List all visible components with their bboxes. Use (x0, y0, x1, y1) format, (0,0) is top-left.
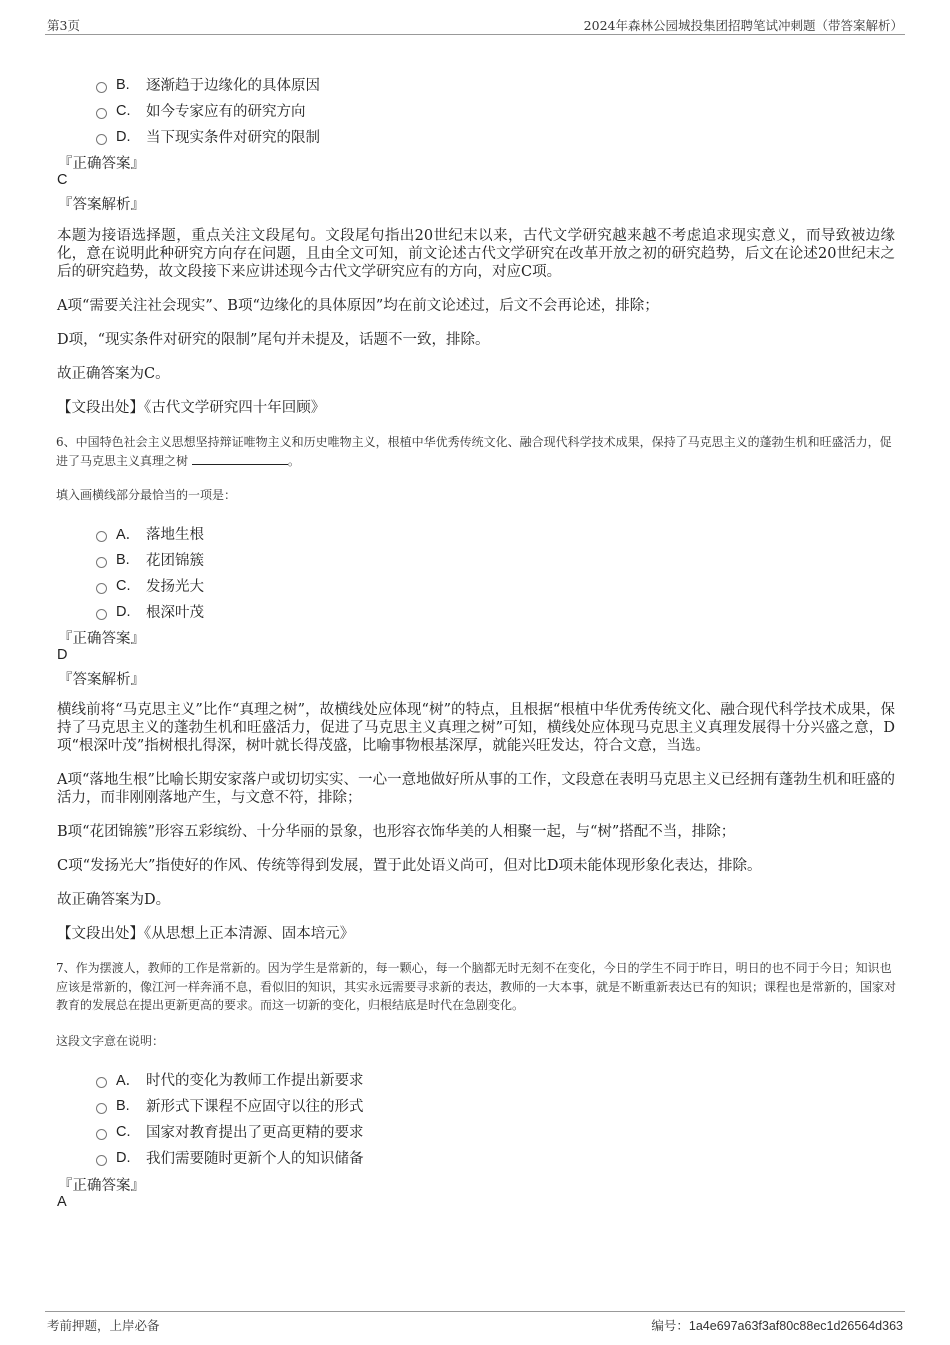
radio-icon[interactable] (96, 1155, 107, 1166)
q6-option-d[interactable]: D. 根深叶茂 (96, 601, 204, 622)
q7-answer: A (57, 1194, 67, 1210)
q6-option-c[interactable]: C. 发扬光大 (96, 575, 204, 596)
radio-icon[interactable] (96, 134, 107, 145)
q6-source: 【文段出处】《从思想上正本清源、固本培元》 (57, 926, 355, 942)
page-header (45, 16, 905, 35)
footer-slogan: 考前押题，上岸必备 (47, 1318, 160, 1333)
q7-option-a[interactable]: A． 时代的变化为教师工作提出新要求 (96, 1069, 364, 1090)
q7-option-d[interactable]: D. 我们需要随时更新个人的知识储备 (96, 1147, 364, 1168)
q6-prompt: 填入画横线部分最恰当的一项是： (56, 488, 237, 502)
q7-prompt: 这段文字意在说明： (56, 1034, 165, 1048)
radio-icon[interactable] (96, 108, 107, 119)
q6-stem: 6、中国特色社会主义思想坚持辩证唯物主义和历史唯物主义，根植中华优秀传统文化、融合现代科学技术成果，保持了马克思主义的蓬勃生机和旺盛活力，促进了马克思主义真理之树 。 (56, 435, 892, 468)
q5-analysis-text: 本题为接语选择题，重点关注文段尾句。文段尾句指出20世纪末以来，古代文学研究越来越不考虑追求现实意义，而导致被边缘化，意在说明此种研究方向存在问题，且由全文可知，前文论述古代文学研究在改革开放之初的研究趋势，后文在论述20世纪末之后的研究趋势，故文段接下来应讲述现今古代文学研究应有的方向，对应C项。 (57, 228, 895, 280)
fill-blank (192, 452, 288, 465)
page-footer (45, 1311, 905, 1333)
radio-icon[interactable] (96, 1103, 107, 1114)
q6-analysis-text: B项“花团锦簇”形容五彩缤纷、十分华丽的景象，也形容衣饰华美的人相聚一起，与“树”搭配不当，排除； (57, 824, 736, 840)
radio-icon[interactable] (96, 531, 107, 542)
q6-analysis-text: A项“落地生根”比喻长期安家落户或切切实实、一心一意地做好所从事的工作，文段意在表明马克思主义已经拥有蓬勃生机和旺盛的活力，而非刚刚落地产生，与文意不符，排除； (57, 772, 895, 806)
q7-stem: 7、作为摆渡人，教师的工作是常新的。因为学生是常新的，每一颗心，每一个脑都无时无刻不在变化，今日的学生不同于昨日，明日的也不同于今日；知识也应该是常新的，像江河一样奔涌不息，看似旧的知识，其实永远需要寻求新的表达，教师的一大本事，就是不断重新表达已有的知识；课程也是常新的，国家对教育的发展总在提出更新更高的要求。而这一切新的变化，归根结底是时代在急剧变化。 (56, 961, 897, 1012)
q6-option-a[interactable]: A． 落地生根 (96, 523, 204, 544)
q6-analysis-text: 横线前将“马克思主义”比作“真理之树”，故横线处应体现“树”的特点，且根据“根植中华优秀传统文化、融合现代科学技术成果，保持了马克思主义的蓬勃生机和旺盛活力，促进了马克思主义真理之树”可知，横线处应体现马克思主义真理发展得十分兴盛之意，D项“根深叶茂”指树根扎得深，树叶就长得茂盛，比喻事物根基深厚，就能兴旺发达，符合文意，当选。 (57, 702, 895, 754)
radio-icon[interactable] (96, 609, 107, 620)
document-title: 2024年森林公园城投集团招聘笔试冲刺题（带答案解析） (583, 18, 903, 33)
radio-icon[interactable] (96, 583, 107, 594)
document-code: 编号：1a4e697a63f3af80c88ec1d26564d363 (651, 1318, 903, 1333)
q5-answer: C (57, 172, 68, 188)
q5-source: 【文段出处】《古代文学研究四十年回顾》 (57, 400, 326, 416)
q5-option-d[interactable]: D. 当下现实条件对研究的限制 (96, 126, 320, 147)
q6-analysis-text: C项“发扬光大”指使好的作风、传统等得到发展，置于此处语义尚可，但对比D项未能体现形象化表达，排除。 (57, 858, 762, 874)
q5-analysis-text: A项“需要关注社会现实”、B项“边缘化的具体原因”均在前文论述过，后文不会再论述，排除； (57, 298, 659, 314)
q6-analysis-label: 『答案解析』 (58, 672, 145, 688)
q5-option-b[interactable]: B. 逐渐趋于边缘化的具体原因 (96, 74, 320, 95)
radio-icon[interactable] (96, 1129, 107, 1140)
q7-option-c[interactable]: C. 国家对教育提出了更高更精的要求 (96, 1121, 364, 1142)
q7-answer-label: 『正确答案』 (58, 1178, 145, 1194)
radio-icon[interactable] (96, 82, 107, 93)
q5-option-c[interactable]: C. 如今专家应有的研究方向 (96, 100, 306, 121)
radio-icon[interactable] (96, 557, 107, 568)
q6-answer-label: 『正确答案』 (58, 631, 145, 647)
q5-analysis-text: D项，“现实条件对研究的限制”尾句并未提及，话题不一致，排除。 (57, 332, 490, 348)
q6-analysis-text: 故正确答案为D。 (57, 892, 171, 908)
q5-answer-label: 『正确答案』 (58, 156, 145, 172)
q5-analysis-label: 『答案解析』 (58, 197, 145, 213)
q5-analysis-text: 故正确答案为C。 (57, 366, 170, 382)
q6-option-b[interactable]: B. 花团锦簇 (96, 549, 204, 570)
q6-answer: D (57, 647, 68, 663)
page-number: 第3页 (47, 18, 80, 33)
q7-option-b[interactable]: B. 新形式下课程不应固守以往的形式 (96, 1095, 364, 1116)
radio-icon[interactable] (96, 1077, 107, 1088)
